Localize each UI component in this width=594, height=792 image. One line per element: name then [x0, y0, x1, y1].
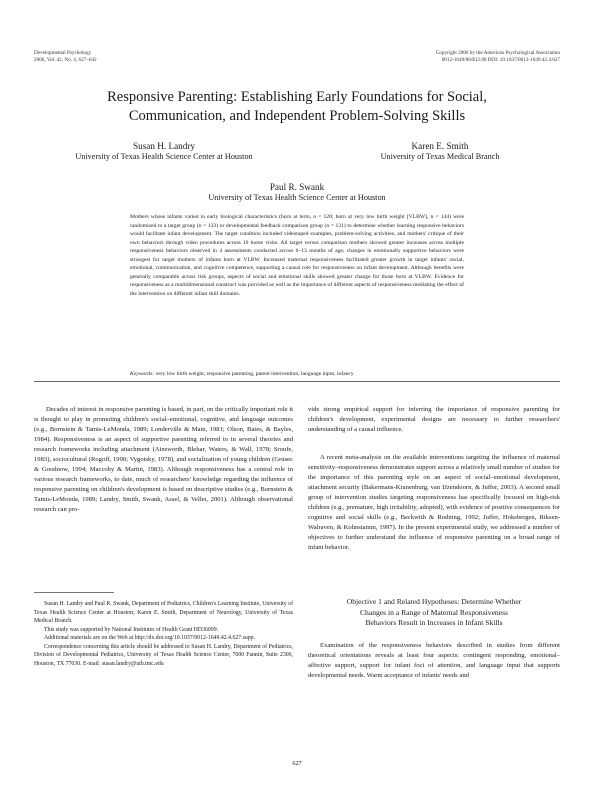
body-column-left [34, 405, 293, 516]
author-note [34, 600, 293, 668]
page-number: 627 [292, 760, 302, 767]
footnote-divider [34, 592, 114, 593]
author-affiliation: University of Texas Health Science Center at Houston [208, 192, 386, 202]
footnote: This study was supported by National Institutes of Health Grant HD36099. [44, 626, 219, 633]
body-column-right-bottom [308, 641, 560, 681]
copyright-line: Copyright 2006 by the American Psychological Association [435, 50, 560, 56]
author-affiliation: University of Texas Health Science Center at Houston [75, 151, 253, 161]
body-paragraph: A recent meta-analysis on the available interventions targeting the influence of maternal sensitivity–responsiveness demonstrates support across a relatively small number of studies for the importance of this parenting style on an aspect of social–emotional development, attachment security (Bakermans-Kranenburg, van IJzendoorn, & Juffer, 2003). A second small group of intervention studies targeting responsiveness has specifically focused on high-risk children (e.g., premature, high irritability, adopted), with evidence of positive consequences for cognitive and social skills (e.g., Beckwith & Rodning, 1992; Juffer, Hoksbergen, Riksen-Walraven, & Kohnstamm, 1997). In the present experimental study, we addressed a number of objectives to further understand the influence of responsive parenting on a broad range of infant behavior. [308, 454, 560, 552]
title-line-2: Communication, and Independent Problem-Solving Skills [128, 108, 466, 124]
title-line-1: Responsive Parenting: Establishing Early Foundations for Social, [107, 89, 487, 105]
body-paragraph: Decades of interest in responsive parenting is based, in part, on the critically important role it is thought to play in promoting children's social–emotional, cognitive, and language outcomes (e.g., Bornstein & Tamis-LeMonda, 1989; Londerville & Main, 1981; Olson, Bates, & Bayles, 1984). Responsiveness is an aspect of supportive parenting referred to in several theories and research frameworks including attachment (Ainsworth, Blehar, Waters, & Wall, 1978; Sroufe, 1983), sociocultural (Rogoff, 1990; Vygotsky, 1978), and socialization of young children (Grusec & Goodnow, 1994; Maccoby & Martin, 1983). Although responsiveness has a central role in various research frameworks, to date, much of researchers' knowledge regarding the influence of responsive parenting on children's development is based on descriptive studies (e.g., Bornstein & Tamis-LeMonda, 1989; Landry, Smith, Swank, Assel, & Vellet, 2001). Although observational research can pro- [34, 406, 293, 514]
author-affiliation: University of Texas Medical Branch [380, 151, 500, 161]
journal-header-right [436, 50, 560, 64]
section-heading-line: Objective 1 and Related Hypotheses: Determine Whether [346, 597, 522, 606]
section-heading [308, 597, 560, 629]
body-column-right-top [308, 405, 560, 435]
footnote: Correspondence concerning this article should be addressed to Susan H. Landry, Department of Pediatrics, Division of Developmental Pediatrics, University of Texas Health Science Center, 7000 Fannin, Suite 2300, Houston, TX 77030. E-mail: susan.landry@uth.tmc.edu [34, 643, 293, 667]
article-title [34, 88, 560, 126]
journal-volume: 2006, Vol. 42, No. 4, 627–642 [34, 56, 97, 63]
author-name: Paul R. Swank [269, 182, 325, 192]
divider [34, 381, 560, 382]
keywords-label: Keywords: [130, 371, 155, 377]
keywords [130, 370, 464, 378]
footnote: Additional materials are on the Web at http://dx.doi.org/10.1037/0012-1649.42.4.627.supp. [44, 635, 256, 642]
section-heading-line: Behaviors Result in Increases in Infant Skills [365, 618, 503, 627]
doi-line: 0012-1649/06/$12.00 DOI: 10.1037/0012-1649.42.4.627 [441, 56, 560, 63]
abstract: Mothers whose infants varied in early biological characteristics (born at term, n = 120; born at very low birth weight [VLBW], n = 144) were randomized to a target group (n = 133) or developmental feedback comparison group (n = 131) to determine whether learning responsive behaviors would facilitate infant development. The target condition included videotaped examples, problem-solving activities, and mothers' critique of their own behaviors through video procedures across 10 home visits. All target versus comparison mothers showed greater increases across multiple responsiveness behaviors observed in 4 assessments conducted across 6–13 months of age; changes in emotionally supportive behaviors were strongest for target mothers of infants born at VLBW. Increased maternal responsiveness facilitated greater growth in target infants' social, emotional, communication, and cognitive competence, supporting a causal role for responsiveness on infant development. Although benefits were generally comparable across risk groups, aspects of social and emotional skills showed greater change for those born at VLBW. Evidence for responsiveness as a multidimensional construct was provided as well as the importance of different aspects of responsiveness mediating the effect of the intervention on different infant skill domains. [130, 214, 464, 297]
author-name: Karen E. Smith [411, 141, 469, 151]
keywords-text: very low birth weight, responsive parenting, parent intervention, language input, infancy [155, 371, 354, 377]
footnote: Susan H. Landry and Paul R. Swank, Department of Pediatrics, Children's Learning Institute, University of Texas Health Science Center at Houston; Karen E. Smith, Department of Neurology, University of Texas Medical Branch. [34, 601, 293, 625]
section-heading-line: Changes in a Range of Maternal Responsiveness [359, 607, 509, 617]
body-paragraph: vide strong empirical support for inferring the importance of responsive parenting for children's development, experimental designs are necessary to further researchers' understanding of a causal influence. [308, 406, 560, 434]
author-2 [330, 141, 550, 162]
author-3 [150, 182, 444, 203]
body-paragraph: Examination of the responsiveness behaviors described in studies from different theoretical orientations reveals at least four aspects: contingent responding, emotional–affective support, support for infant foci of attention, and language input that supports developmental needs. Warm acceptance of infants' needs and [308, 642, 560, 680]
journal-header-left [34, 50, 97, 64]
author-1 [54, 141, 274, 162]
journal-name: Developmental Psychology [34, 50, 92, 56]
author-name: Susan H. Landry [132, 141, 195, 151]
body-column-right-mid [308, 453, 560, 553]
